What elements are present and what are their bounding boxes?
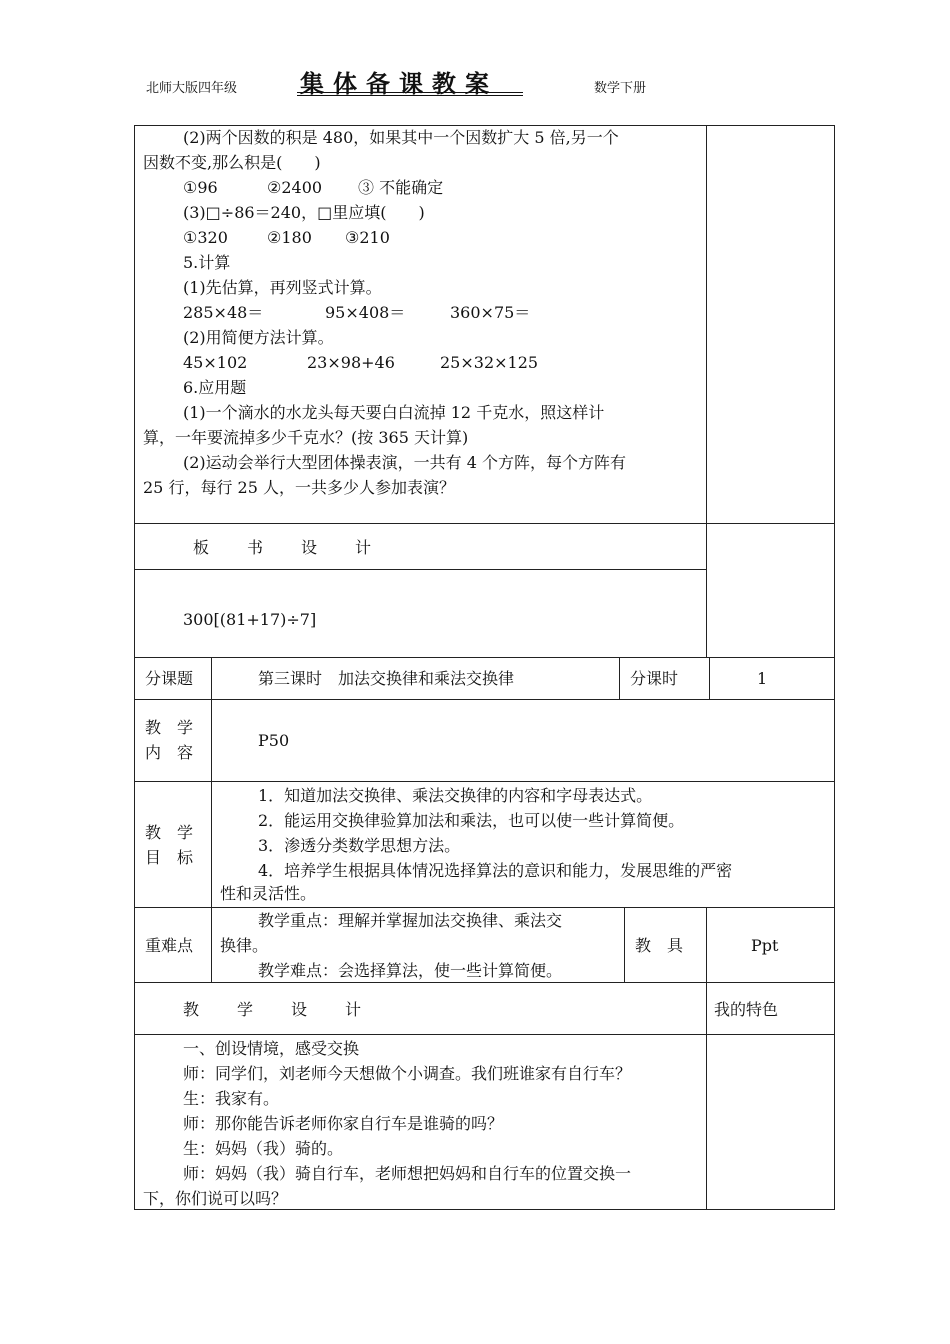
content-label-line2: 内 容 [145,743,194,762]
goal-item: 4．培养学生根据具体情况选择算法的意识和能力，发展思维的严密 [258,861,733,880]
q6-1-line1: (1)一个滴水的水龙头每天要白白流掉 12 千克水，照这样计 [183,403,605,422]
teaching-tools-label: 教 具 [635,936,684,955]
q5-1-item-3: 360×75＝ [450,303,531,322]
q6-2-line2: 25 行，每行 25 人，一共多少人参加表演？ [143,478,455,497]
design-line: 生：我家有。 [183,1089,280,1108]
keypoint-focus-line2: 换律。 [220,936,269,955]
q4-2-line2: 因数不变,那么积是( ) [143,153,321,172]
q4-2-line1: (2)两个因数的积是 480，如果其中一个因数扩大 5 倍,另一个 [183,128,619,147]
q5-title: 5.计算 [183,253,231,272]
goal-item: 3．渗透分类数学思想方法。 [258,836,461,855]
title-underline [297,92,523,93]
design-line: 师：那你能告诉老师你家自行车是谁骑的吗？ [183,1114,504,1133]
q4-3-option-1: ①320 [183,228,228,247]
q4-3: (3)□÷86＝240，□里应填( ) [183,203,425,222]
keypoint-difficulty: 教学难点：会选择算法，使一些计算简便。 [258,961,563,980]
volume-label: 数学下册 [594,81,647,96]
my-feature-label: 我的特色 [714,1000,779,1019]
keypoint-focus-line1: 教学重点：理解并掌握加法交换律、乘法交 [258,911,563,930]
design-line: 师：同学们，刘老师今天想做个小调查。我们班谁家有自行车？ [183,1064,632,1083]
board-design-heading: 板书设计 [193,538,410,557]
q4-3-option-3: ③210 [345,228,390,247]
goal-item: 1．知道加法交换律、乘法交换律的内容和字母表达式。 [258,786,653,805]
design-line: 一、创设情境，感受交换 [183,1039,360,1058]
q4-2-option-2: ②2400 [267,178,323,197]
design-line: 下，你们说可以吗？ [143,1189,288,1208]
q4-2-option-1: ①96 [183,178,218,197]
teaching-tools-value: Ppt [751,936,779,955]
subtopic-label: 分课题 [145,669,194,688]
q4-3-option-2: ②180 [267,228,312,247]
q5-1-item-1: 285×48＝ [183,303,264,322]
goals-label-line2: 目 标 [145,848,194,867]
q4-2-option-3: ③ 不能确定 [358,178,444,197]
grade-label: 北师大版四年级 [146,81,238,96]
q5-1: (1)先估算，再列竖式计算。 [183,278,382,297]
keypoints-label: 重难点 [145,936,194,955]
teaching-design-heading: 教学设计 [183,1000,400,1019]
title-underline-2 [297,95,523,96]
q5-2-item-1: 45×102 [183,353,248,372]
q5-2-item-2: 23×98+46 [307,353,395,372]
q5-2-item-3: 25×32×125 [440,353,539,372]
content-value: P50 [258,731,290,750]
design-line: 师：妈妈（我）骑自行车，老师想把妈妈和自行车的位置交换一 [183,1164,632,1183]
board-design-content: 300[(81+17)÷7] [183,610,317,629]
content-label-line1: 教 学 [145,718,194,737]
goal-item: 2．能运用交换律验算加法和乘法，也可以使一些计算简便。 [258,811,685,830]
lesson-hours-label: 分课时 [630,669,679,688]
design-line: 生：妈妈（我）骑的。 [183,1139,344,1158]
q6-2-line1: (2)运动会举行大型团体操表演，一共有 4 个方阵，每个方阵有 [183,453,627,472]
goals-label-line1: 教 学 [145,823,194,842]
page-title: 集体备课教案 [300,69,498,98]
q5-1-item-2: 95×408＝ [325,303,406,322]
goal-item-continued: 性和灵活性。 [220,884,317,903]
lesson-hours-value: 1 [757,669,768,688]
q5-2: (2)用简便方法计算。 [183,328,334,347]
subtopic-value: 第三课时 加法交换律和乘法交换律 [258,669,515,688]
q6-title: 6.应用题 [183,378,247,397]
q6-1-line2: 算，一年要流掉多少千克水？(按 365 天计算) [143,428,469,447]
